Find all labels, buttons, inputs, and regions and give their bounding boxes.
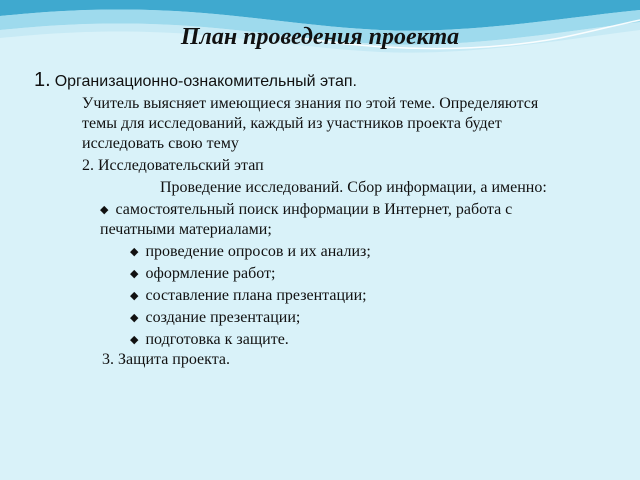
- section-1-heading: [34, 70, 357, 92]
- list-item: [130, 242, 371, 263]
- section-1-number: 1.: [34, 69, 51, 91]
- bullet-diamond-icon: ◆: [130, 268, 139, 280]
- list-item-continuation: печатными материалами;: [100, 221, 272, 238]
- list-item-text: проведение опросов и их анализ;: [145, 243, 371, 260]
- list-item-text: самостоятельный поиск информации в Интернет, работа с: [115, 201, 513, 218]
- bullet-diamond-icon: ◆: [130, 290, 139, 302]
- section-1-text-line: темы для исследований, каждый из участников проекта будет: [82, 115, 502, 132]
- section-3-heading: 3. Защита проекта.: [102, 351, 230, 368]
- list-item: [130, 308, 300, 329]
- list-item-text: создание презентации;: [145, 309, 301, 326]
- section-2-heading: 2. Исследовательский этап: [82, 157, 264, 174]
- bullet-diamond-icon: ◆: [130, 312, 139, 324]
- bullet-diamond-icon: ◆: [130, 246, 139, 258]
- section-1-text-line: исследовать свою тему: [82, 135, 239, 152]
- list-item: [130, 286, 367, 307]
- bullet-diamond-icon: ◆: [100, 204, 109, 216]
- page-title: План проведения проекта: [180, 24, 460, 50]
- list-item: [130, 264, 276, 285]
- section-1-title: Организационно-ознакомительный этап.: [54, 73, 357, 90]
- list-item: [130, 330, 289, 351]
- list-item-text: составление плана презентации;: [145, 287, 367, 304]
- section-2-intro: Проведение исследований. Сбор информации, а именно:: [160, 179, 547, 196]
- section-1-text-line: Учитель выясняет имеющиеся знания по этой теме. Определяются: [82, 95, 539, 112]
- list-item: [100, 200, 512, 221]
- list-item-text: оформление работ;: [145, 265, 276, 282]
- bullet-diamond-icon: ◆: [130, 334, 139, 346]
- list-item-text: подготовка к защите.: [145, 331, 289, 348]
